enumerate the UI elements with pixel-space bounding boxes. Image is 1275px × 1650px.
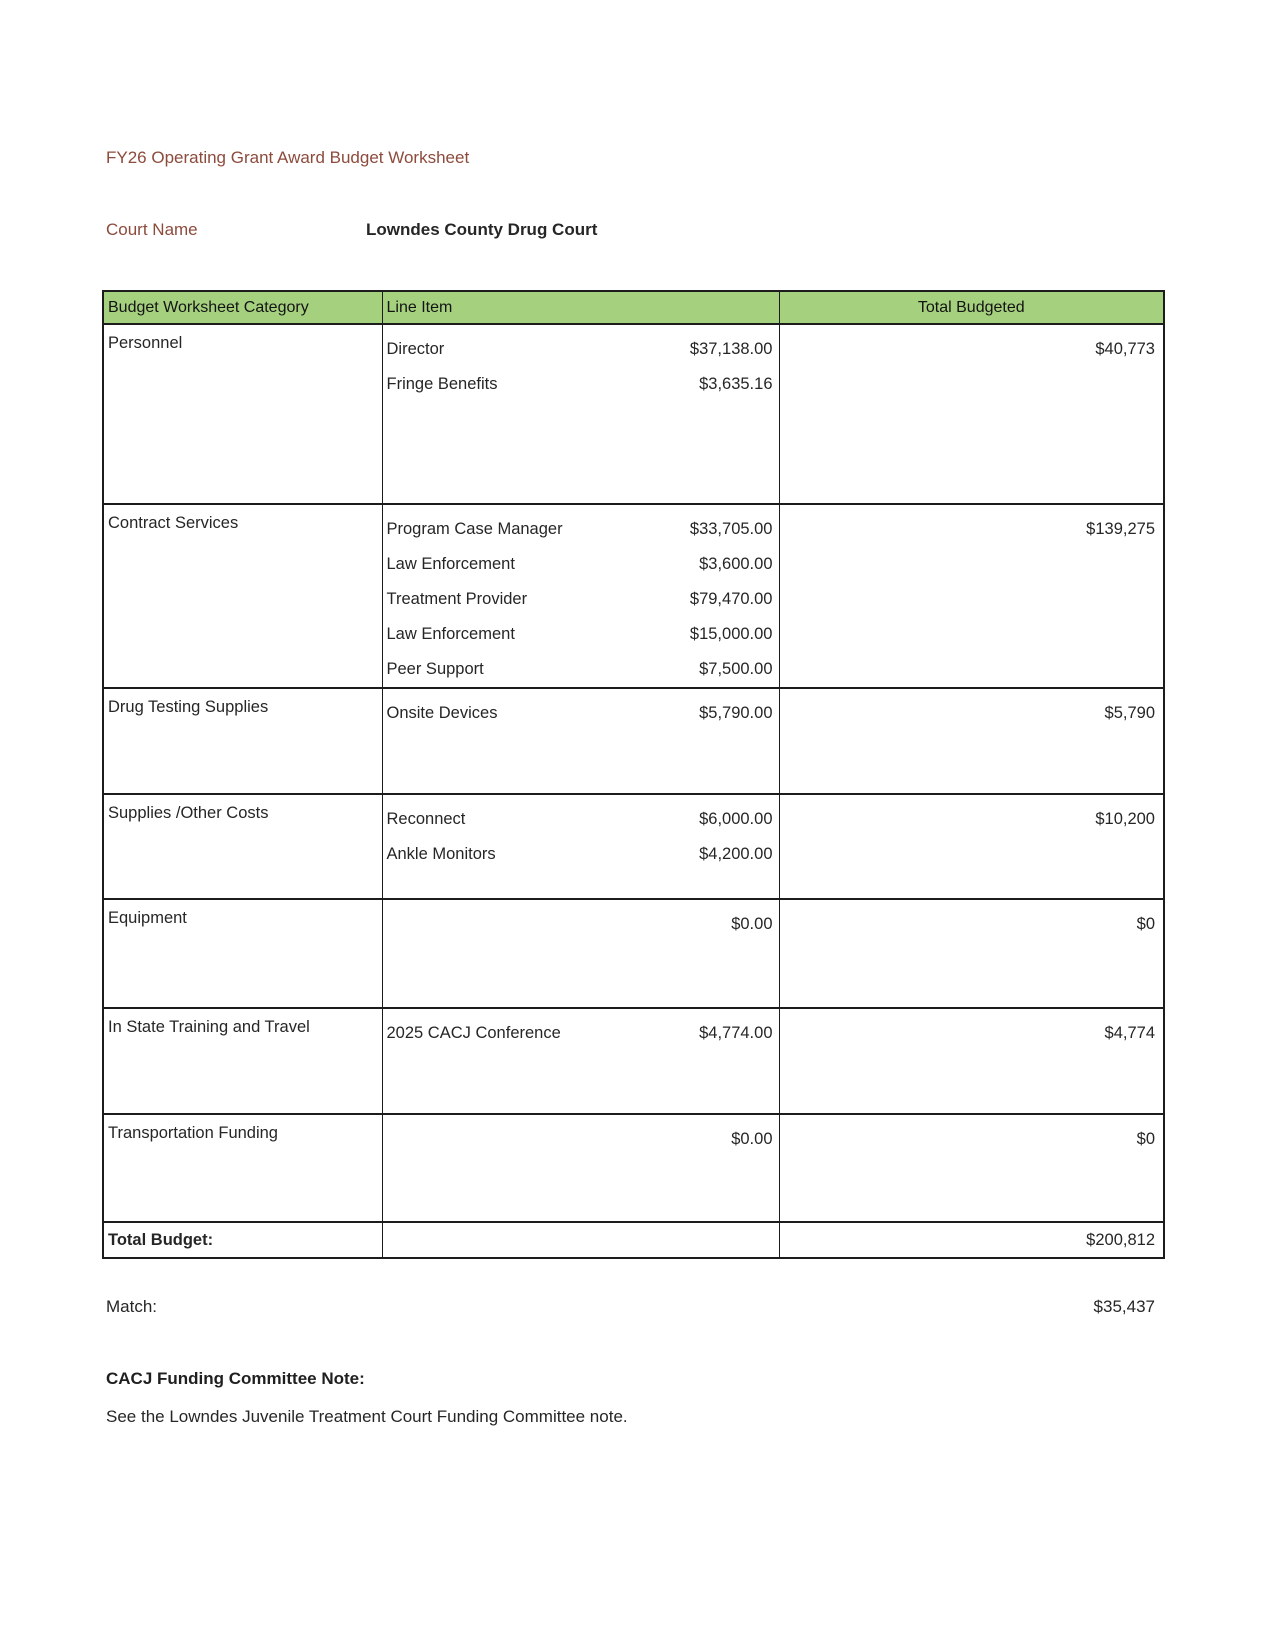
match-row xyxy=(106,1297,1155,1317)
category-cell: Equipment xyxy=(103,899,382,1008)
total-budgeted-value: $0 xyxy=(1136,915,1155,933)
total-budgeted-cell xyxy=(779,688,1164,794)
table-row xyxy=(103,504,1164,688)
total-budgeted-cell xyxy=(779,504,1164,688)
total-budget-empty-cell xyxy=(382,1222,779,1258)
total-budgeted-value: $139,275 xyxy=(1086,520,1155,538)
line-item-amount: $15,000.00 xyxy=(689,625,773,643)
budget-table-header xyxy=(103,291,1164,324)
total-budgeted-cell xyxy=(779,794,1164,899)
court-name-label: Court Name xyxy=(106,220,198,239)
court-name-row xyxy=(106,220,597,240)
line-item-amount: $6,000.00 xyxy=(699,810,773,828)
total-budgeted-cell xyxy=(779,1114,1164,1222)
header-row xyxy=(103,291,1164,324)
budget-table-footer xyxy=(103,1222,1164,1258)
total-budgeted-value: $10,200 xyxy=(1095,810,1155,828)
line-item-label: Fringe Benefits xyxy=(386,375,498,393)
line-item-label: Peer Support xyxy=(386,660,484,678)
line-item-label: Law Enforcement xyxy=(386,555,515,573)
table-row xyxy=(103,899,1164,1008)
line-item-cell xyxy=(382,324,779,504)
header-budget-worksheet-category: Budget Worksheet Category xyxy=(103,291,382,324)
line-item-amount: $0.00 xyxy=(731,1130,773,1148)
category-cell: Drug Testing Supplies xyxy=(103,688,382,794)
total-budgeted-value: $5,790 xyxy=(1104,704,1155,722)
line-item-amount: $7,500.00 xyxy=(699,660,773,678)
total-budget-label: Total Budget: xyxy=(103,1222,382,1258)
match-label: Match: xyxy=(106,1297,158,1316)
budget-table-body xyxy=(103,324,1164,1222)
total-budget-row xyxy=(103,1222,1164,1258)
header-total-budgeted: Total Budgeted xyxy=(917,298,1025,316)
table-row xyxy=(103,794,1164,899)
line-item-amount: $0.00 xyxy=(731,915,773,933)
category-cell: Contract Services xyxy=(103,504,382,688)
category-cell: Supplies /Other Costs xyxy=(103,794,382,899)
line-item xyxy=(383,367,779,402)
total-budgeted-value: $40,773 xyxy=(1095,340,1155,358)
line-item xyxy=(383,617,779,652)
match-value: $35,437 xyxy=(1093,1297,1155,1316)
line-item xyxy=(383,652,779,687)
line-item xyxy=(383,837,779,872)
line-item-label: Treatment Provider xyxy=(386,590,528,608)
total-budgeted-cell xyxy=(779,324,1164,504)
line-item-label: 2025 CACJ Conference xyxy=(386,1024,561,1042)
line-item-amount: $33,705.00 xyxy=(689,520,773,538)
line-item-cell xyxy=(382,504,779,688)
total-budgeted-value: $0 xyxy=(1136,1130,1155,1148)
line-item-amount: $4,774.00 xyxy=(699,1024,773,1042)
line-item-label: Director xyxy=(386,340,445,358)
line-item-cell xyxy=(382,1008,779,1114)
line-item-amount: $5,790.00 xyxy=(699,704,773,722)
line-item-amount: $79,470.00 xyxy=(689,590,773,608)
line-item-cell xyxy=(382,899,779,1008)
line-item-amount: $37,138.00 xyxy=(689,340,773,358)
line-item-amount: $4,200.00 xyxy=(699,845,773,863)
line-item xyxy=(383,802,779,837)
line-item-label: Program Case Manager xyxy=(386,520,563,538)
line-item xyxy=(383,1016,779,1051)
table-row xyxy=(103,688,1164,794)
line-item-amount: $3,600.00 xyxy=(699,555,773,573)
table-row xyxy=(103,324,1164,504)
funding-committee-note-heading: CACJ Funding Committee Note: xyxy=(106,1369,365,1388)
line-item-label: Law Enforcement xyxy=(386,625,515,643)
table-row xyxy=(103,1114,1164,1222)
court-name-value: Lowndes County Drug Court xyxy=(366,220,598,239)
line-item-cell xyxy=(382,688,779,794)
line-item xyxy=(383,1122,779,1157)
total-budget-value: $200,812 xyxy=(1086,1230,1155,1249)
header-line-item: Line Item xyxy=(382,291,779,324)
line-item xyxy=(383,907,779,942)
category-cell: Personnel xyxy=(103,324,382,504)
total-budgeted-cell xyxy=(779,1008,1164,1114)
line-item xyxy=(383,332,779,367)
table-row xyxy=(103,1008,1164,1114)
line-item xyxy=(383,582,779,617)
line-item-cell xyxy=(382,1114,779,1222)
line-item-label: Reconnect xyxy=(386,810,466,828)
budget-table xyxy=(102,290,1165,1259)
line-item xyxy=(383,547,779,582)
line-item-label: Onsite Devices xyxy=(386,704,498,722)
line-item-cell xyxy=(382,794,779,899)
total-budgeted-cell xyxy=(779,899,1164,1008)
total-budgeted-value: $4,774 xyxy=(1104,1024,1155,1042)
line-item-label: Ankle Monitors xyxy=(386,845,496,863)
line-item-amount: $3,635.16 xyxy=(699,375,773,393)
line-item xyxy=(383,512,779,547)
page-title: FY26 Operating Grant Award Budget Worksheet xyxy=(106,148,470,167)
line-item xyxy=(383,696,779,731)
category-cell: In State Training and Travel xyxy=(103,1008,382,1114)
category-cell: Transportation Funding xyxy=(103,1114,382,1222)
funding-committee-note-text: See the Lowndes Juvenile Treatment Court Funding Committee note. xyxy=(106,1407,628,1426)
